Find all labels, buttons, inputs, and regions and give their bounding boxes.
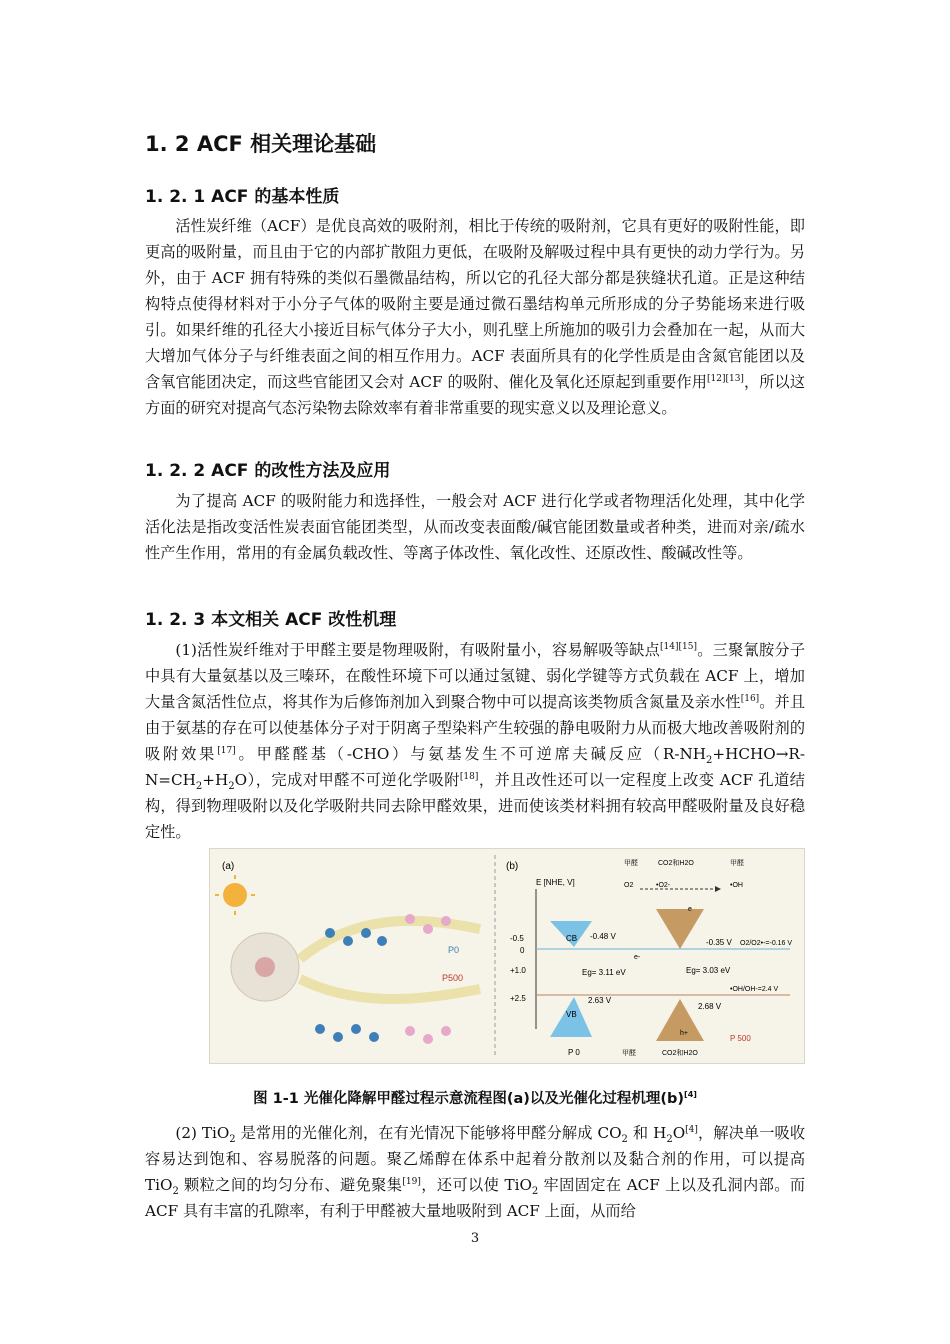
text: 和 H	[627, 1124, 667, 1142]
text: ，所以这方面的研究对提高气态污染物去除效率有着非常重要的现实意义以及理论意义。	[145, 373, 805, 417]
subsection-heading-2: 1. 2. 2 ACF 的改性方法及应用	[145, 461, 391, 481]
text: O	[672, 1124, 686, 1142]
paragraph-mechanism-2	[145, 1120, 805, 1224]
subsection-heading-1: 1. 2. 1 ACF 的基本性质	[145, 187, 340, 207]
subsection-heading-3: 1. 2. 3 本文相关 ACF 改性机理	[145, 610, 397, 630]
cb-label: CB	[566, 934, 578, 943]
panel-a-label: (a)	[222, 861, 235, 872]
subscript: 2	[706, 755, 713, 767]
text: 。甲醛醛基（-CHO）与氨基发生不可逆席夫碱反应（R-NH	[235, 745, 707, 763]
label-p0: P0	[448, 945, 460, 955]
cb-potential-p0: -0.48 V	[590, 932, 616, 941]
paragraph-modification-methods: 为了提高 ACF 的吸附能力和选择性，一般会对 ACF 进行化学或者物理活化处理，其中化学活化法是指改变活性炭表面官能团类型，从而改变表面酸/碱官能团数量或者种类，进而对亲/疏水性产生作用，常用的有金属负载改性、等离子体改性、氧化改性、还原改性、酸碱改性等。	[145, 492, 805, 562]
text: 是常用的光催化剂，在有光情况下能够将甲醛分解成 CO	[235, 1124, 622, 1142]
citation: [12][13]	[706, 373, 744, 384]
subscript: 2	[531, 1186, 539, 1198]
figure-illustration	[210, 849, 804, 1063]
label-p500-b: P 500	[730, 1034, 751, 1043]
text: (1)活性炭纤维对于甲醛主要是物理吸附，有吸附量小，容易解吸等缺点	[175, 641, 661, 659]
o2-potential: O2/O2•-=-0.16 V	[740, 940, 793, 947]
vb-potential-p0: 2.63 V	[588, 996, 612, 1005]
tick-label: +1.0	[510, 966, 526, 975]
electron-label: e	[688, 906, 692, 913]
co2-h2o-label: CO2和H2O	[658, 860, 694, 867]
section-heading: 1. 2 ACF 相关理论基础	[145, 132, 377, 156]
text: ，还可以使 TiO	[420, 1176, 532, 1194]
hcho-label: 甲醛	[730, 860, 744, 867]
text: 牢固固定在 ACF 上以及孔洞内部。而 ACF 具有丰富的孔隙率，有利于甲醛被大量地吸附到 ACF 上面，从而给	[145, 1176, 806, 1220]
subscript: 2	[195, 781, 203, 793]
electron-label: e-	[634, 954, 641, 961]
hcho-label: 甲醛	[622, 1050, 636, 1057]
subscript: 2	[666, 1134, 673, 1146]
tick-label: +2.5	[510, 994, 526, 1003]
cb-potential-p500: -0.35 V	[706, 938, 732, 947]
label-p0-b: P 0	[568, 1048, 580, 1057]
paragraph-acf-properties	[145, 213, 805, 421]
text: +HCHO→R-N=CH	[145, 745, 805, 789]
tick-label: 0	[520, 946, 525, 955]
co2-h2o-label: CO2和H2O	[662, 1050, 698, 1057]
citation: [18]	[459, 771, 479, 782]
text: 活性炭纤维（ACF）是优良高效的吸附剂，相比于传统的吸附剂，它具有更好的吸附性能，即更高的吸附量，而且由于它的内部扩散阻力更低，在吸附及解吸过程中具有更快的动力学行为。另外，由于 ACF 拥有特殊的类似石墨微晶结构，所以它的孔径大部分都是狭缝状孔道。正是这种结构特点使得材料对于小分子气体的吸附主要是通过微石墨结构单元所形成的分子势能场来进行吸引。如果纤维的孔径大小接近目标气体分子大小，则孔壁上所施加的吸引力会叠加在一起，从而大大增加气体分子与纤维表面之间的相互作用力。ACF 表面所具有的化学性质是由含氮官能团以及含氧官能团决定，而这些官能团又会对 ACF 的吸附、催化及氧化还原起到重要作用	[145, 217, 805, 391]
caption-text: 图 1-1 光催化降解甲醛过程示意流程图(a)以及光催化过程机理(b)	[253, 1091, 685, 1107]
bandgap-p0: Eg= 3.11 eV	[582, 968, 626, 977]
o2-radical-label: •O2-	[656, 882, 671, 889]
subscript: 2	[229, 1134, 236, 1146]
text: 。并且由于氨基的存在可以使基体分子对于阴离子型染料产生较强的静电吸附力从而极大地改善吸附剂的吸附效果	[145, 693, 806, 763]
oh-radical-label: •OH	[730, 882, 743, 889]
panel-b-label: (b)	[506, 861, 519, 872]
text: ，并且改性还可以一定程度上改变 ACF 孔道结构，得到物理吸附以及化学吸附共同去除甲醛效果，进而使该类材料拥有较高甲醛吸附量及良好稳定性。	[145, 771, 805, 841]
oh-potential: •OH/OH-=2.4 V	[730, 986, 779, 993]
paragraph-mechanism-1	[145, 637, 805, 845]
subscript: 2	[228, 781, 235, 793]
citation: [17]	[217, 745, 236, 756]
hcho-label: 甲醛	[624, 860, 638, 867]
vb-label: VB	[566, 1010, 577, 1019]
o2-label: O2	[624, 882, 634, 889]
citation: [4]	[685, 1124, 698, 1135]
page-number: 3	[470, 1231, 480, 1246]
text: +H	[202, 771, 229, 789]
citation: [19]	[402, 1176, 421, 1187]
text: (2) TiO	[175, 1124, 230, 1142]
label-p500: P500	[442, 973, 464, 983]
figure-caption	[0, 1087, 950, 1108]
hole-label: h+	[680, 1030, 688, 1037]
bandgap-p500: Eg= 3.03 eV	[686, 966, 731, 975]
subscript: 2	[621, 1134, 628, 1146]
citation: [4]	[684, 1090, 697, 1100]
citation: [14][15]	[660, 641, 697, 652]
sun-icon	[223, 883, 247, 907]
vb-potential-p500: 2.68 V	[698, 1002, 722, 1011]
text: 颗粒之间的均匀分布、避免聚集	[178, 1176, 403, 1194]
text: 。三聚氰胺分子中具有大量氨基以及三嗪环，在酸性环境下可以通过氢键、弱化学键等方式负载在 ACF 上，增加大量含氮活性位点，将其作为后修饰剂加入到聚合物中可以提高该类物质含氮量及亲水性	[145, 641, 806, 711]
citation: [16]	[740, 693, 760, 704]
text: ，解决单一吸收容易达到饱和、容易脱落的问题。聚乙烯醇在体系中起着分散剂以及黏合剂的作用，可以提高 TiO	[145, 1124, 806, 1194]
y-axis-label: E [NHE, V]	[536, 878, 575, 887]
text: O），完成对甲醛不可逆化学吸附	[234, 771, 460, 789]
figure-photocatalysis	[209, 848, 805, 1064]
subscript: 2	[172, 1186, 179, 1198]
tick-label: -0.5	[510, 934, 524, 943]
